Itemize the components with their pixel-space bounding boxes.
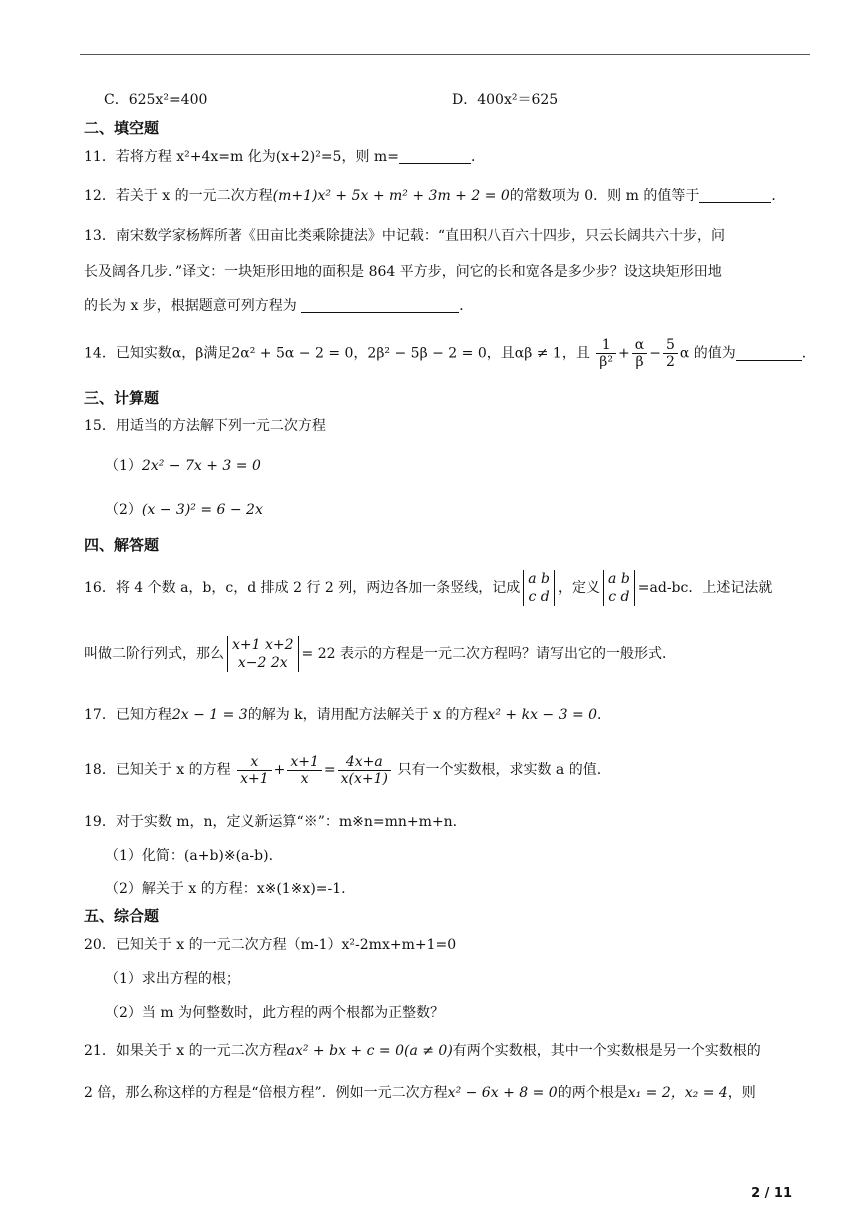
minus-sign: −	[649, 345, 661, 362]
question-17	[84, 705, 611, 725]
equation: 2x − 1 = 3	[171, 707, 248, 723]
question-21-line2	[84, 1083, 756, 1103]
question-11	[84, 147, 485, 167]
question-13-line1: 13．南宋数学家杨辉所著《田亩比类乘除捷法》中记载：“直田积八百六十四步，只云长阔共六十步，问	[84, 228, 725, 244]
q17-end: ．	[597, 707, 612, 723]
q14-eq3: αβ ≠ 1	[514, 345, 562, 362]
equation: (x − 3)² = 6 − 2x	[141, 502, 263, 518]
numerator: x	[237, 754, 272, 771]
q14-eq2: 2β² − 5β − 2 = 0	[367, 345, 487, 362]
q14-tail: α 的值为	[679, 345, 736, 362]
det-row: a b	[608, 571, 630, 587]
question-15-part1	[105, 456, 261, 476]
condition: (a ≠ 0)	[403, 1043, 453, 1059]
denominator: x(x+1)	[340, 770, 388, 787]
question-16-line1	[84, 568, 772, 608]
q16-stem: 16．将 4 个数 a，b，c，d 排成 2 行 2 列，两边各加一条竖线，记成	[84, 580, 521, 596]
q14-eq1: 2α² + 5α − 2 = 0	[231, 345, 354, 362]
q21-text: 2 倍，那么称这样的方程是“倍根方程”．例如一元二次方程	[84, 1085, 448, 1101]
q12-stem: 12．若关于 x 的一元二次方程	[84, 188, 273, 204]
q14-sep2: ，且	[486, 345, 515, 362]
det-row: c d	[608, 589, 630, 605]
answer-blank	[699, 188, 771, 203]
q11-end: ．	[470, 149, 485, 165]
q21-text-c: ，则	[727, 1085, 756, 1101]
question-18	[84, 750, 601, 790]
equation: x² − 6x + 8 = 0	[447, 1085, 558, 1101]
answer-blank	[736, 346, 802, 361]
denominator: 2	[665, 354, 675, 370]
section-calculation: 三、计算题	[84, 389, 160, 407]
q16-stem-c: =ad-bc．上述记法就	[637, 580, 773, 596]
equation: 2x² − 7x + 3 = 0	[141, 458, 261, 474]
q14-sep1: ，	[353, 345, 368, 362]
fraction	[596, 337, 616, 370]
q12-equation: (m+1)x² + 5x + m² + 3m + 2 = 0	[272, 188, 510, 204]
question-12	[84, 186, 785, 206]
plus-sign: +	[273, 762, 286, 778]
q13-text: 的长为 x 步，根据题意可列方程为	[84, 298, 297, 314]
q17-stem: 17．已知方程	[84, 707, 172, 723]
question-14	[84, 337, 816, 370]
q12-end: ．	[771, 188, 786, 204]
fraction	[237, 754, 272, 787]
q11-text: 11．若将方程 x²+4x=m 化为(x+2)²=5，则 m=	[84, 149, 399, 165]
equation: ax² + bx + c = 0	[286, 1043, 404, 1059]
numerator: 1	[596, 337, 616, 354]
question-19-part1: （1）化简：(a+b)※(a-b).	[105, 848, 274, 864]
section-fill-blank: 二、填空题	[84, 119, 160, 137]
roots: x₁ = 2，x₂ = 4	[627, 1085, 728, 1101]
q16-text: 叫做二阶行列式，那么	[84, 646, 224, 662]
determinant	[603, 570, 635, 606]
question-20-part1: （1）求出方程的根；	[105, 971, 240, 987]
q21-text-b: 的两个根是	[557, 1085, 628, 1101]
determinant	[227, 636, 299, 672]
question-13-line2: 长及阔各几步．”译文：一块矩形田地的面积是 864 平方步，问它的长和宽各是多少步？设这块矩形田地	[84, 264, 722, 280]
numerator: 5	[663, 337, 678, 354]
determinant	[523, 570, 555, 606]
question-20: 20．已知关于 x 的一元二次方程（m-1）x²-2mx+m+1=0	[84, 937, 457, 953]
det-row: x+1 x+2	[232, 637, 294, 653]
det-row: c d	[528, 589, 550, 605]
fraction	[632, 337, 647, 370]
q18-tail: 只有一个实数根，求实数 a 的值.	[397, 762, 602, 778]
question-13-line3	[84, 296, 473, 316]
fraction	[663, 337, 678, 370]
q14-sep3: ，且	[561, 345, 590, 362]
q21-stem: 21．如果关于 x 的一元二次方程	[84, 1043, 287, 1059]
numerator: α	[632, 337, 647, 354]
q17-stem-b: 的解为 k，请用配方法解关于 x 的方程	[247, 707, 488, 723]
plus-sign: +	[618, 345, 630, 362]
question-16-line2	[84, 634, 676, 674]
part-label: （1）	[105, 458, 142, 474]
header-rule	[80, 54, 810, 55]
page-number: 2 / 11	[751, 1186, 792, 1201]
numerator: 4x+a	[338, 754, 391, 771]
option-c: C．625x²=400	[104, 92, 208, 108]
question-19: 19．对于实数 m，n，定义新运算“※”：m※n=mn+m+n.	[84, 814, 458, 830]
q16-stem-b: ，定义	[558, 580, 601, 596]
q14-stem: 14．已知实数α，β满足	[84, 345, 232, 362]
denominator: x+1	[240, 770, 269, 787]
question-19-part2: （2）解关于 x 的方程：x※(1※x)=-1.	[105, 881, 346, 897]
part-label: （2）	[105, 502, 142, 518]
q21-stem-b: 有两个实数根，其中一个实数根是另一个实数根的	[452, 1043, 761, 1059]
q13-end: ．	[459, 298, 474, 314]
section-comprehensive: 五、综合题	[84, 907, 160, 925]
q14-end: ．	[801, 345, 816, 362]
q12-stem-b: 的常数项为 0．则 m 的值等于	[509, 188, 700, 204]
question-21-line1	[84, 1041, 761, 1061]
section-answer: 四、解答题	[84, 536, 160, 554]
fraction	[287, 754, 322, 787]
denominator: β	[635, 354, 644, 370]
denominator: x	[300, 770, 309, 787]
det-row: x−2 2x	[237, 655, 288, 671]
equation: x² + kx − 3 = 0	[487, 707, 598, 723]
question-20-part2: （2）当 m 为何整数时，此方程的两个根都为正整数？	[105, 1005, 445, 1021]
equals-sign: =	[323, 762, 336, 778]
answer-blank	[399, 149, 471, 164]
fraction	[338, 754, 391, 787]
question-15: 15．用适当的方法解下列一元二次方程	[84, 418, 326, 434]
option-d: D．400x²＝625	[452, 92, 559, 108]
det-row: a b	[528, 571, 551, 587]
answer-blank	[301, 298, 459, 313]
denominator: β²	[599, 354, 614, 370]
question-15-part2	[105, 500, 263, 520]
numerator: x+1	[287, 754, 322, 771]
q16-text-b: = 22 表示的方程是一元二次方程吗？请写出它的一般形式．	[301, 646, 676, 662]
q18-stem: 18．已知关于 x 的方程	[84, 762, 231, 778]
